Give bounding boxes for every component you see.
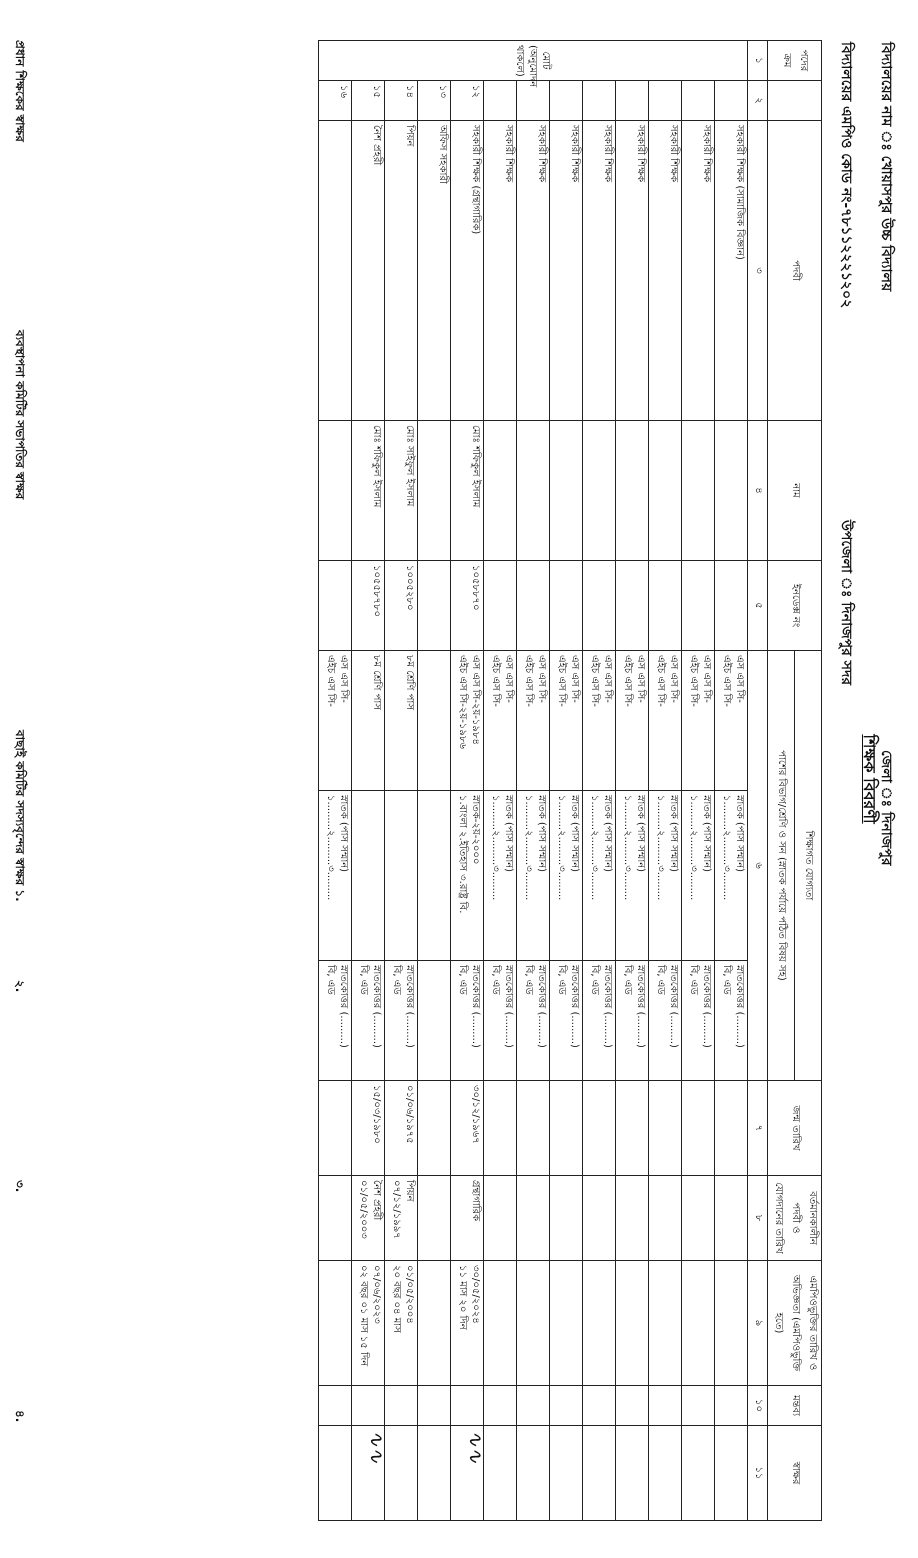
cell-mpo: ০৭/০৬/২০২৩ ০২ বছর ০১ মাস ১৫ দিন [352,1261,385,1386]
cell-post: নৈশ প্রহরী [352,121,385,421]
cell-mpo [484,1261,517,1386]
upazila: উপজেলা ঃ দিনাজপুর সদর [838,520,854,686]
cell-name: মোঃ শফিকুল ইসলাম [451,421,484,561]
cell-sig [649,1426,682,1521]
cell-rem [352,1386,385,1426]
col-num: ৯ [748,1261,768,1386]
cell-post: সহকারী শিক্ষক [649,121,682,421]
cell-index [418,561,451,651]
cell-e2: স্নাতক (পাস সম্মান) ১.........২.........৩......... [649,791,682,961]
cell-index: ১০৫৫৮৭৮০ [352,561,385,651]
cell-mpo [682,1261,715,1386]
cell-name: মোঃ সাইফুল ইসলাম [385,421,418,561]
cell-e1: এস এস সি- এইচ এস সি- [319,651,352,791]
cell-e2 [385,791,418,961]
col-num: ১১ [748,1426,768,1521]
cell-index [715,561,748,651]
header-sl: পদের ক্রম [768,41,822,81]
cell-e2: স্নাতক (পাস সম্মান) ১.........২.........৩......... [517,791,550,961]
cell-no: ১২ [451,81,484,121]
cell-dob [319,1081,352,1176]
cell-join: গ্রন্থাগারিক [451,1176,484,1261]
cell-no [484,81,517,121]
group-label: মোট (অনুমোদন থাকলে) [319,41,748,81]
cell-e3: স্নাতকোত্তর (.........) বি, এড [550,961,583,1081]
cell-sig [352,1426,389,1521]
cell-e1 [418,651,451,791]
cell-no: ১৬ [319,81,352,121]
header-post: পদবী [768,121,822,421]
col-num: ১০ [748,1386,768,1426]
cell-e3: স্নাতকোত্তর (.........) বি, এড [319,961,352,1081]
cell-e1: এস এস সি- এইচ এস সি- [616,651,649,791]
cell-e3: স্নাতকোত্তর (.........) বি, এড [517,961,550,1081]
cell-index [682,561,715,651]
head-teacher-signature: প্রধান শিক্ষকের স্বাক্ষর [13,40,27,142]
table-row [682,41,715,1521]
cell-no [550,81,583,121]
cell-no: ১৫ [352,81,385,121]
cell-mpo: ৩০/০৫/২০২৪ ১১ মাস ২০ দিন [451,1261,484,1386]
cell-rem [517,1386,550,1426]
cell-name [319,421,352,561]
cell-sig [550,1426,583,1521]
cell-sig [418,1426,451,1521]
cell-join: পিয়ন ০৭/১২/১৯৯৭ [385,1176,418,1261]
cell-join [550,1176,583,1261]
cell-sig [616,1426,649,1521]
table-row [319,41,352,1521]
table-row [616,41,649,1521]
cell-rem [682,1386,715,1426]
cell-e1: এস এস সি-২য়-১৯৮৪ এইচ এস সি-২য়-১৯৮৬ [451,651,484,791]
cell-dob [517,1081,550,1176]
cell-index [550,561,583,651]
document-title: শিক্ষক বিবরণী [860,734,879,824]
cell-dob [715,1081,748,1176]
col-num: ৭ [748,1081,768,1176]
cell-e3 [418,961,451,1081]
cell-mpo [583,1261,616,1386]
cell-post: অফিস সহকারী [418,121,451,421]
cell-mpo [616,1261,649,1386]
cell-rem [484,1386,517,1426]
cell-sig [517,1426,550,1521]
table-row [484,41,517,1521]
table-row [418,41,451,1521]
cell-e1: ৮ম শ্রেণি পাস [385,651,418,791]
header-row [795,41,822,1521]
cell-mpo: ০১/০৫/২০০৪ ২০ বছর ০৪ মাস [385,1261,418,1386]
table-row [583,41,616,1521]
cell-mpo [319,1261,352,1386]
cell-no [682,81,715,121]
cell-no [583,81,616,121]
cell-e3: স্নাতকোত্তর (.........) বি, এড [616,961,649,1081]
cell-e3: স্নাতকোত্তর (.........) বি, এড [583,961,616,1081]
committee-signature-1: বাছাই কমিটির সদস্যবৃন্দের স্বাক্ষর ১. [13,730,27,902]
table-row [649,41,682,1521]
cell-e1: এস এস সি- এইচ এস সি- [715,651,748,791]
cell-rem [649,1386,682,1426]
cell-name [484,421,517,561]
cell-index [484,561,517,651]
cell-join [517,1176,550,1261]
cell-index [616,561,649,651]
school-name: বিদ্যালয়ের নাম ঃ খোয়াসপুর উচ্চ বিদ্যালয় [878,42,894,292]
cell-sig [451,1426,488,1521]
cell-join [319,1176,352,1261]
cell-join [682,1176,715,1261]
committee-signature-3: ৩. [13,1180,27,1193]
col-num: ২ [748,81,768,121]
cell-sig [715,1426,748,1521]
table-row [352,41,385,1521]
cell-post: সহকারী শিক্ষক [583,121,616,421]
header-index: ইনডেক্স নং [768,561,822,651]
cell-dob: ১৫/০৩/১৯৮০ [352,1081,385,1176]
cell-post: সহকারী শিক্ষক [682,121,715,421]
cell-mpo [418,1261,451,1386]
table-body [319,41,748,1521]
cell-join [583,1176,616,1261]
cell-sig [484,1426,517,1521]
table-row [715,41,748,1521]
cell-dob [484,1081,517,1176]
table-row [385,41,418,1521]
cell-index [517,561,550,651]
cell-dob: ০১/০৬/১৯৭৫ [385,1081,418,1176]
cell-post: সহকারী শিক্ষক [517,121,550,421]
cell-e2: স্নাতক (পাস সম্মান) ১.........২.........৩......... [550,791,583,961]
header-join: বর্তমানকালীন পদবী ও যোগদানের তারিখ [768,1176,822,1261]
cell-join [484,1176,517,1261]
cell-rem [715,1386,748,1426]
cell-name [682,421,715,561]
header-no [768,81,822,121]
cell-e2: স্নাতক (পাস সম্মান) ১.........২.........৩......... [484,791,517,961]
cell-rem [451,1386,484,1426]
cell-e1: এস এস সি- এইচ এস সি- [682,651,715,791]
cell-dob [682,1081,715,1176]
cell-name [550,421,583,561]
header-dob: জন্ম তারিখ [768,1081,822,1176]
cell-e2: স্নাতক (পাস সম্মান) ১.........২.........৩......... [616,791,649,961]
table-row [451,41,484,1521]
cell-e3: স্নাতকোত্তর (.........) বি, এড [352,961,385,1081]
col-num: ৫ [748,561,768,651]
cell-join: নৈশ প্রহরী ০১/০৫/২০০৩ [352,1176,385,1261]
cell-post: সহকারী শিক্ষক (গ্রন্থাগারিক) [451,121,484,421]
cell-name [715,421,748,561]
cell-sig [319,1426,352,1521]
cell-index [583,561,616,651]
cell-index: ১০০৫২৮০ [385,561,418,651]
cell-e2: স্নাতক (পাস সম্মান) ১.........২.........৩......... [682,791,715,961]
cell-join [616,1176,649,1261]
cell-post: সহকারী শিক্ষক (সামাজিক বিজ্ঞান) [715,121,748,421]
cell-join [649,1176,682,1261]
cell-e2 [418,791,451,961]
district: জেলা ঃ দিনাজপুর [878,750,894,866]
cell-dob [583,1081,616,1176]
cell-rem [616,1386,649,1426]
cell-name [517,421,550,561]
cell-no [649,81,682,121]
cell-dob [649,1081,682,1176]
col-num: ৮ [748,1176,768,1261]
cell-index [649,561,682,651]
column-number-row [748,41,768,1521]
teacher-table [318,40,822,1521]
cell-e1: এস এস সি- এইচ এস সি- [583,651,616,791]
col-num: ৬ [748,651,768,1081]
cell-e2: স্নাতক (পাস সম্মান) ১.........২.........৩......... [319,791,352,961]
header-remarks: মন্তব্য [768,1386,822,1426]
cell-e3: স্নাতকোত্তর (.........) বি, এড [649,961,682,1081]
cell-join [418,1176,451,1261]
header-name: নাম [768,421,822,561]
cell-post [319,121,352,421]
cell-name [649,421,682,561]
col-num: ৪ [748,421,768,561]
cell-sig [385,1426,418,1521]
cell-mpo [550,1261,583,1386]
cell-name [616,421,649,561]
cell-join [715,1176,748,1261]
cell-name: মোঃ শফিকুল ইসলাম [352,421,385,561]
table-row [550,41,583,1521]
cell-e3: স্নাতকোত্তর (.........) বি, এড [451,961,484,1081]
cell-dob [616,1081,649,1176]
cell-e3: স্নাতকোত্তর (.........) বি, এড [385,961,418,1081]
table-row [517,41,550,1521]
cell-post: পিয়ন [385,121,418,421]
committee-signature-2: ২. [13,980,27,993]
cell-name [583,421,616,561]
cell-e2: স্নাতক-২য়-২০০০ ১.বাংলা ২.ইতিহাস ৩.রাষ্ট্র বি. [451,791,484,961]
cell-post: সহকারী শিক্ষক [616,121,649,421]
cell-no: ১৩ [418,81,451,121]
cell-sig [583,1426,616,1521]
cell-e1: এস এস সি- এইচ এস সি- [550,651,583,791]
header-mpo: এমপিওভুক্তির তারিখ ও অভিজ্ঞতা (এমপিওভুক্তি হতে) [768,1261,822,1386]
cell-rem [385,1386,418,1426]
col-num: ১ [748,41,768,81]
cell-post: সহকারী শিক্ষক [484,121,517,421]
handwritten-signature: ∿∿ [365,1430,389,1464]
cell-rem [550,1386,583,1426]
cell-no [616,81,649,121]
cell-dob [418,1081,451,1176]
president-signature: ব্যবস্থাপনা কমিটির সভাপতির স্বাক্ষর [13,330,27,500]
cell-mpo [715,1261,748,1386]
cell-e3: স্নাতকোত্তর (.........) বি, এড [484,961,517,1081]
cell-dob: ৩০/১২/১৯৬৭ [451,1081,484,1176]
cell-mpo [649,1261,682,1386]
cell-no [715,81,748,121]
committee-signature-4: ৪. [13,1410,27,1423]
cell-e2 [352,791,385,961]
cell-index: ১০৫৮৮৭০ [451,561,484,651]
cell-e2: স্নাতক (পাস সম্মান) ১.........২.........৩......... [715,791,748,961]
cell-mpo [517,1261,550,1386]
cell-e1: এস এস সি- এইচ এস সি- [517,651,550,791]
header-edu-sub: পাশের বিভাগ/শ্রেণি ও সন (স্নাতক পর্যায়ে পঠিত বিষয় সহ) [768,651,795,1081]
cell-dob [550,1081,583,1176]
cell-index [319,561,352,651]
cell-rem [583,1386,616,1426]
cell-rem [319,1386,352,1426]
cell-e1: ৮ম শ্রেণি পাস [352,651,385,791]
header-sign: স্বাক্ষর [768,1426,822,1521]
cell-sig [682,1426,715,1521]
cell-name [418,421,451,561]
handwritten-signature: ∿∿ [464,1430,488,1464]
header-edu: শিক্ষাগত যোগ্যতা [795,651,822,1081]
cell-rem [418,1386,451,1426]
col-num: ৩ [748,121,768,421]
cell-e3: স্নাতকোত্তর (.........) বি, এড [715,961,748,1081]
cell-e3: স্নাতকোত্তর (.........) বি, এড [682,961,715,1081]
mpo-code: বিদ্যালয়ের এমপিও কোড নং-৭৮১১২২২১২০২ [838,42,854,309]
cell-no: ১৪ [385,81,418,121]
cell-post: সহকারী শিক্ষক [550,121,583,421]
cell-e1: এস এস সি- এইচ এস সি- [649,651,682,791]
cell-e2: স্নাতক (পাস সম্মান) ১.........২.........৩......... [583,791,616,961]
cell-e1: এস এস সি- এইচ এস সি- [484,651,517,791]
